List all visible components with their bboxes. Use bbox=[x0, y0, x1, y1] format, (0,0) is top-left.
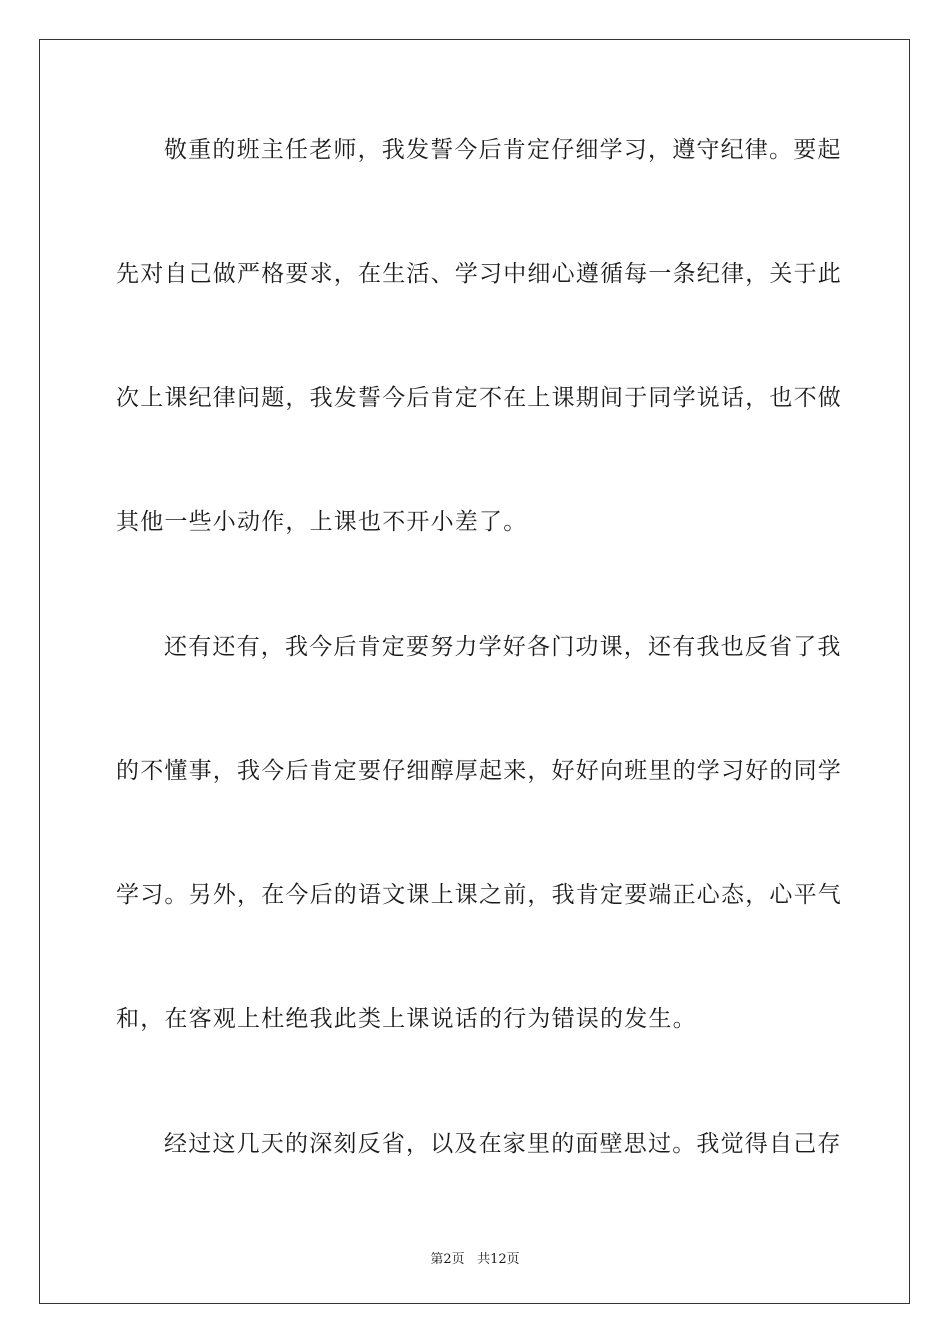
paragraph-2-line-4: 和，在客观上杜绝我此类上课说话的行为错误的发生。 bbox=[116, 1006, 697, 1032]
page-border bbox=[39, 39, 910, 1304]
page-footer bbox=[0, 1248, 950, 1267]
paragraph-3-line-1: 经过这几天的深刻反省，以及在家里的面壁思过。我觉得自己存 bbox=[164, 1131, 842, 1157]
paragraph-1-line-3: 次上课纪律问题，我发誓今后肯定不在上课期间于同学说话，也不做 bbox=[116, 385, 842, 411]
paragraph-2-line-2: 的不懂事，我今后肯定要仔细醇厚起来，好好向班里的学习好的同学 bbox=[116, 758, 842, 784]
paragraph-2-line-3: 学习。另外，在今后的语文课上课之前，我肯定要端正心态，心平气 bbox=[116, 882, 842, 908]
page-number: 第2页 bbox=[430, 1252, 465, 1267]
paragraph-1-line-2: 先对自己做严格要求，在生活、学习中细心遵循每一条纪律，关于此 bbox=[116, 261, 842, 287]
paragraph-2-line-1: 还有还有，我今后肯定要努力学好各门功课，还有我也反省了我 bbox=[164, 634, 842, 660]
page-total: 共12页 bbox=[477, 1252, 520, 1267]
paragraph-1-line-4: 其他一些小动作，上课也不开小差了。 bbox=[116, 509, 528, 535]
paragraph-1-line-1: 敬重的班主任老师，我发誓今后肯定仔细学习，遵守纪律。要起 bbox=[164, 137, 842, 163]
